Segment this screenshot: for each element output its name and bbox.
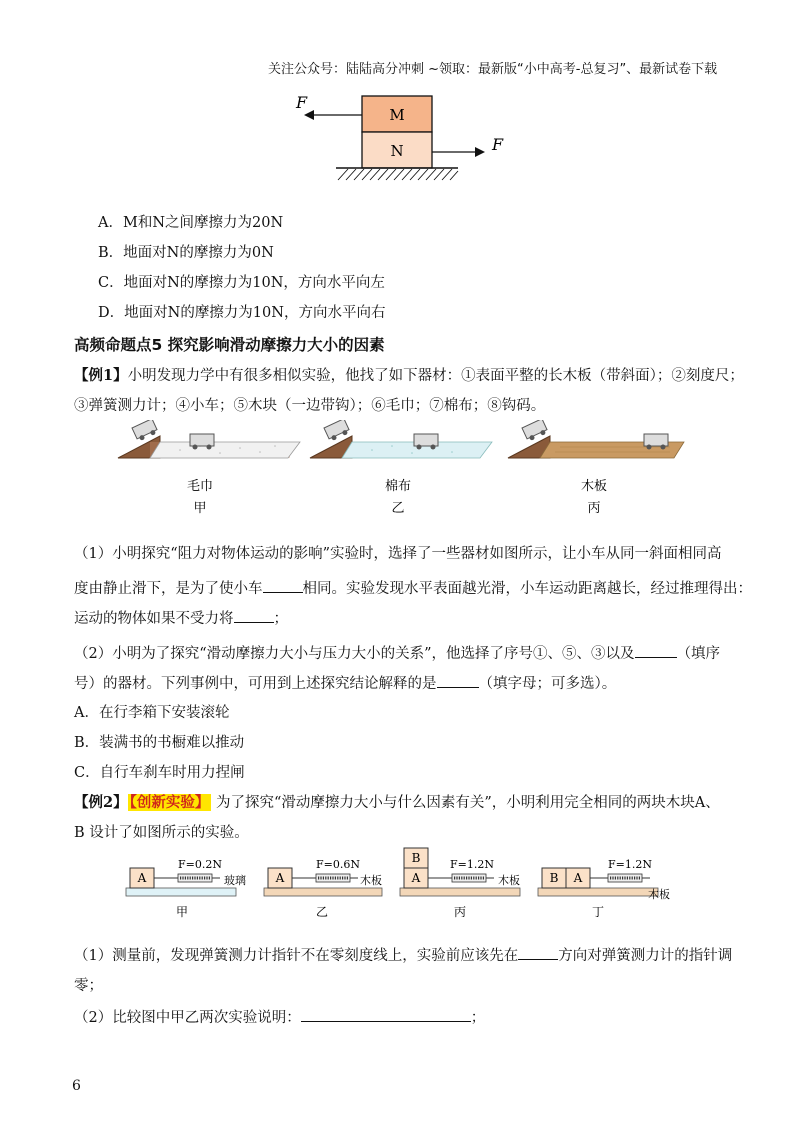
panel-label-yi: 乙 [391, 501, 405, 516]
ex2-line1 [74, 793, 720, 813]
answer-blank-6[interactable] [301, 1006, 471, 1022]
ex1-option-c: C．自行车刹车时用力捏闸 [74, 765, 245, 781]
answer-blank-2[interactable] [234, 607, 274, 623]
block-a-yi: A [275, 871, 285, 885]
friction-panel-ding [538, 858, 670, 919]
block-b-bing: B [411, 851, 421, 865]
answer-blank-3[interactable] [635, 642, 677, 658]
surface-label-wood-yi: 木板 [360, 874, 382, 887]
answer-blank-5[interactable] [518, 944, 558, 960]
friction-panel-bing [400, 848, 520, 919]
ex2-q2-text-a: （2）比较图中甲乙两次实验说明： [74, 1010, 301, 1026]
ex1-line2: ③弹簧测力计；④小车；⑤木块（一边带钩）；⑥毛巾；⑦棉布；⑧钩码。 [74, 398, 546, 414]
ex1-q1-line2 [74, 577, 752, 599]
ex2-q1-line1 [74, 944, 732, 966]
force-diagram-mn [290, 88, 520, 188]
block-a-bing: A [411, 871, 421, 885]
ex1-tag: 【例1】 [74, 367, 128, 384]
ex2-q2-text-b: ； [470, 1010, 486, 1026]
ramp-panel-cotton [310, 420, 492, 516]
ex1-ramp-figure [110, 420, 690, 520]
surface-label-cotton: 棉布 [384, 479, 412, 494]
ex1-text1: 小明发现力学中有很多相似实验，他找了如下器材：①表面平整的长木板（带斜面）；②刻度尺； [127, 368, 744, 384]
surface-label-glass: 玻璃 [224, 874, 246, 887]
ex1-q1-line1: （1）小明探究“阻力对物体运动的影响”实验时，选择了一些器材如图所示，让小车从同一斜面相同高 [74, 546, 722, 562]
force-label-jia: F=0.2N [178, 858, 222, 871]
surface-label-wood-bing: 木板 [498, 874, 520, 887]
ex1-line1 [74, 366, 744, 386]
ex1-q2-text-c: 号）的器材。下列事例中，可用到上述探究结论解释的是 [74, 676, 437, 692]
ground-hatch [338, 169, 458, 180]
ex1-q2-text-a: （2）小明为了探究“滑动摩擦力大小与压力大小的关系”，他选择了序号①、⑤、③以及 [74, 646, 635, 662]
section-title: 高频命题点5 探究影响滑动摩擦力大小的因素 [74, 336, 385, 354]
ex2-q1-line2: 零； [74, 978, 103, 994]
panel-label-jia-2: 甲 [175, 905, 189, 919]
force-label-right: F [492, 135, 504, 154]
ex1-q1-text-d: ； [273, 611, 288, 627]
panel-label-yi-2: 乙 [315, 905, 329, 919]
answer-blank-1[interactable] [263, 577, 303, 593]
ex1-option-b: B．装满书的书橱难以推动 [74, 735, 245, 751]
block-a-jia: A [137, 871, 147, 885]
surface-label-towel: 毛巾 [186, 479, 214, 494]
panel-label-jia: 甲 [193, 501, 207, 516]
force-label-yi: F=0.6N [316, 858, 360, 871]
force-label-ding: F=1.2N [608, 858, 652, 871]
ex1-q2-text-b: （填序 [676, 646, 721, 662]
block-n-label: N [390, 142, 404, 160]
ex2-line2: B 设计了如图所示的实验。 [74, 825, 249, 841]
ex1-q1-text-c: 运动的物体如果不受力将 [74, 611, 234, 627]
page-header: 关注公众号：陆陆高分冲刺 ~领取：最新版“小中高考-总复习”、最新试卷下载 [268, 62, 718, 77]
ex1-q2-line1 [74, 642, 720, 664]
ex2-text1: 为了探究“滑动摩擦力大小与什么因素有关”，小明利用完全相同的两块木块A、 [215, 795, 720, 811]
panel-label-ding-2: 丁 [591, 905, 605, 919]
ramp-panel-wood [508, 420, 684, 516]
force-label-left: F [296, 93, 308, 112]
ex1-q2-line2 [74, 672, 616, 694]
ex2-tag: 【例2】 [74, 794, 128, 811]
surface-label-wood: 木板 [580, 479, 608, 494]
ramp-panel-towel [118, 420, 300, 516]
option-b: B．地面对N的摩擦力为0N [98, 245, 274, 261]
option-c: C．地面对N的摩擦力为10N，方向水平向左 [98, 275, 385, 291]
block-m-label: M [389, 106, 405, 124]
block-a-ding: A [573, 871, 583, 885]
friction-panel-jia [126, 858, 246, 919]
option-d: D．地面对N的摩擦力为10N，方向水平向右 [98, 305, 386, 321]
block-b-ding: B [549, 871, 559, 885]
ex1-q1-text-b: 相同。实验发现水平表面越光滑，小车运动距离越长，经过推理得出： [302, 581, 752, 597]
ex2-friction-figure [120, 846, 680, 924]
ex1-option-a: A．在行李箱下安装滚轮 [74, 705, 230, 721]
surface-label-wood-ding: 木板 [648, 888, 670, 901]
option-a: A．M和N之间摩擦力为20N [98, 215, 284, 231]
ex2-highlight-badge: 【创新实验】 [129, 794, 210, 811]
panel-label-bing-2: 丙 [453, 905, 467, 919]
ex1-q2-text-d: （填字母；可多选）。 [478, 676, 617, 692]
ex2-q2-line1 [74, 1006, 485, 1028]
panel-label-bing: 丙 [587, 501, 601, 516]
ex1-q1-text-a: 度由静止滑下，是为了使小车 [74, 581, 263, 597]
ex1-q1-line3 [74, 607, 288, 629]
ex2-q1-text-a: （1）测量前，发现弹簧测力计指针不在零刻度线上，实验前应该先在 [74, 948, 519, 964]
force-label-bing: F=1.2N [450, 858, 494, 871]
page-number: 6 [72, 1078, 81, 1094]
ex2-q1-text-b: 方向对弹簧测力计的指针调 [558, 948, 733, 964]
answer-blank-4[interactable] [437, 672, 479, 688]
force-arrowhead-right [475, 147, 485, 157]
friction-panel-yi [264, 858, 382, 919]
